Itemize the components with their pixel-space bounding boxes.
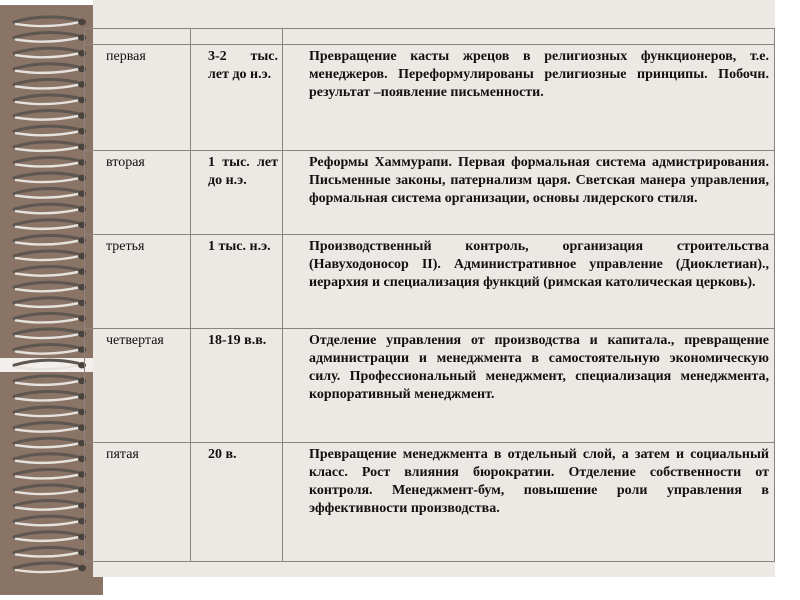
period-cell: 20 в. xyxy=(191,443,283,562)
spiral-ring-front xyxy=(16,272,80,276)
spiral-ring-back xyxy=(14,329,78,334)
spiral-ring-back xyxy=(14,126,78,131)
spiral-ring-front xyxy=(16,568,80,572)
spiral-ring-back xyxy=(14,267,78,272)
stage-cell: пятая xyxy=(85,443,191,562)
spiral-ring-front xyxy=(16,459,80,463)
spiral-ring-back xyxy=(14,33,78,38)
table-row xyxy=(85,151,775,235)
period-cell: 3-2 тыс. лет до н.э. xyxy=(191,45,283,151)
spiral-ring-back xyxy=(14,407,78,412)
spiral-ring-front xyxy=(16,194,80,198)
spiral-ring-front xyxy=(16,147,80,151)
description-cell: Превращение менеджмента в отдельный слой, а затем и социальный класс. Рост влияния бюрократии. Отделение собственности от контроля. Менеджмент-бум, повышение роли управления в эффективности производства. xyxy=(283,443,775,562)
spiral-ring-front xyxy=(16,474,80,478)
table-header-row xyxy=(85,29,775,45)
spiral-ring-back xyxy=(14,48,78,53)
spiral-ring-back xyxy=(14,501,78,506)
spiral-ring-front xyxy=(16,537,80,541)
description-cell: Отделение управления от производства и капитала., превращение администрации и менеджмента в самостоятельную экономическую силу. Профессиональный менеджмент, специализация менеджмента, корпоративный менеджмент. xyxy=(283,329,775,443)
spiral-ring-back xyxy=(14,454,78,459)
description-cell: Производственный контроль, организация строительства (Навуходоносор II). Административное управление (Диоклетиан)., иерархия и специализация функций (римская католическая церковь). xyxy=(283,235,775,329)
spiral-ring-back xyxy=(14,438,78,443)
binder-hole xyxy=(78,565,86,571)
spiral-ring-back xyxy=(14,251,78,256)
spiral-ring-back xyxy=(14,532,78,537)
period-cell: 1 тыс. н.э. xyxy=(191,235,283,329)
header-cell xyxy=(85,29,191,45)
spiral-ring-back xyxy=(14,516,78,521)
table-row xyxy=(85,329,775,443)
description-cell: Превращение касты жрецов в религиозных функционеров, т.е. менеджеров. Переформулированы религиозные принципы. Побочн. результат –появление письменности. xyxy=(283,45,775,151)
spiral-ring-back xyxy=(14,376,78,381)
description-cell: Реформы Хаммурапи. Первая формальная система адмистрирования. Письменные законы, патернализм царя. Светская манера управления, формальная система организации, основы лидерского стиля. xyxy=(283,151,775,235)
spiral-ring-front xyxy=(16,521,80,525)
history-stages-table xyxy=(84,28,775,562)
spiral-ring-back xyxy=(14,360,78,365)
spiral-ring-front xyxy=(16,22,80,26)
spiral-ring-front xyxy=(16,318,80,322)
spiral-ring-front xyxy=(16,100,80,104)
spiral-ring-back xyxy=(14,142,78,147)
spiral-ring-back xyxy=(14,189,78,194)
spiral-ring-back xyxy=(14,563,78,568)
spiral-ring-front xyxy=(16,303,80,307)
spiral-ring-front xyxy=(16,225,80,229)
spiral-ring-front xyxy=(16,287,80,291)
spiral-ring-back xyxy=(14,17,78,22)
spiral-ring-front xyxy=(16,350,80,354)
spiral-ring-front xyxy=(16,256,80,260)
spiral-ring-back xyxy=(14,64,78,69)
stage-cell: первая xyxy=(85,45,191,151)
binder-hole xyxy=(78,19,86,25)
stage-cell: вторая xyxy=(85,151,191,235)
spiral-ring-front xyxy=(16,381,80,385)
spiral-ring-front xyxy=(16,240,80,244)
spiral-ring-front xyxy=(16,365,80,369)
spiral-ring-front xyxy=(16,334,80,338)
period-cell: 18-19 в.в. xyxy=(191,329,283,443)
spiral-ring-back xyxy=(14,95,78,100)
spiral-ring-front xyxy=(16,178,80,182)
spiral-ring-back xyxy=(14,282,78,287)
spiral-ring-back xyxy=(14,157,78,162)
table-row xyxy=(85,45,775,151)
spiral-ring-back xyxy=(14,173,78,178)
spiral-ring-back xyxy=(14,235,78,240)
table-row xyxy=(85,235,775,329)
spiral-ring-front xyxy=(16,443,80,447)
spiral-ring-front xyxy=(16,396,80,400)
spiral-ring-front xyxy=(16,209,80,213)
spiral-ring-front xyxy=(16,162,80,166)
table-row xyxy=(85,443,775,562)
spiral-ring-back xyxy=(14,547,78,552)
header-cell xyxy=(191,29,283,45)
spiral-ring-back xyxy=(14,391,78,396)
stage-cell: четвертая xyxy=(85,329,191,443)
spiral-ring-front xyxy=(16,38,80,42)
spiral-ring-back xyxy=(14,469,78,474)
spiral-ring-back xyxy=(14,111,78,116)
header-cell xyxy=(283,29,775,45)
spiral-ring-back xyxy=(14,220,78,225)
spiral-ring-front xyxy=(16,490,80,494)
spiral-ring-front xyxy=(16,116,80,120)
spiral-ring-front xyxy=(16,131,80,135)
spiral-ring-front xyxy=(16,84,80,88)
spiral-ring-front xyxy=(16,412,80,416)
spiral-ring-back xyxy=(14,423,78,428)
spiral-ring-back xyxy=(14,485,78,490)
spiral-ring-front xyxy=(16,506,80,510)
spiral-ring-front xyxy=(16,428,80,432)
spiral-ring-back xyxy=(14,204,78,209)
spiral-ring-back xyxy=(14,345,78,350)
spiral-ring-back xyxy=(14,79,78,84)
spiral-ring-back xyxy=(14,313,78,318)
spiral-ring-front xyxy=(16,53,80,57)
period-cell: 1 тыс. лет до н.э. xyxy=(191,151,283,235)
spiral-ring-front xyxy=(16,552,80,556)
spiral-ring-back xyxy=(14,298,78,303)
stage-cell: третья xyxy=(85,235,191,329)
spiral-ring-front xyxy=(16,69,80,73)
